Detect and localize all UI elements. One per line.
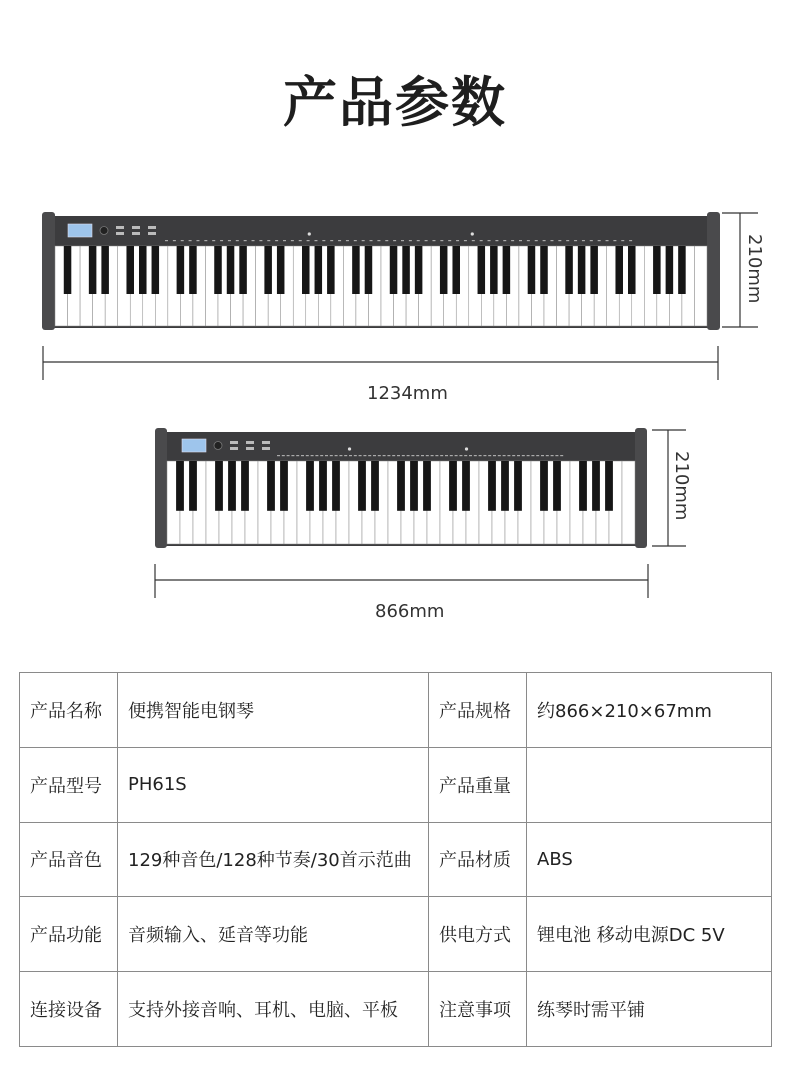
piano-button: [262, 441, 270, 444]
spec-row: [20, 673, 772, 748]
piano-panel-label: [479, 455, 482, 456]
piano-indicator: [465, 447, 468, 450]
piano-button: [246, 441, 254, 444]
piano-panel-label: [291, 455, 294, 456]
piano-panel-label: [411, 455, 414, 456]
piano-panel-label: [459, 455, 462, 456]
piano-panel-label: [402, 455, 405, 456]
piano-panel-label: [560, 455, 563, 456]
piano-black-key: [241, 461, 249, 511]
spec-value: [527, 747, 772, 822]
piano-black-key: [358, 461, 366, 511]
piano-panel-label: [455, 455, 458, 456]
spec-key: 供电方式: [429, 897, 527, 972]
piano-black-key: [462, 461, 470, 511]
piano-panel-label: [507, 455, 510, 456]
piano-black-key: [579, 461, 587, 511]
piano-panel-label: [311, 455, 314, 456]
piano-panel-label: [488, 455, 491, 456]
spec-key: 连接设备: [20, 972, 118, 1047]
piano-white-key: [622, 461, 635, 544]
piano-panel-label: [450, 455, 453, 456]
piano-panel-label: [282, 455, 285, 456]
spec-key: 产品规格: [429, 673, 527, 748]
piano-panel-label: [445, 455, 448, 456]
piano-panel-label: [397, 455, 400, 456]
piano-button: [230, 447, 238, 450]
piano-black-key: [514, 461, 522, 511]
piano-black-key: [319, 461, 327, 511]
spec-key: 产品重量: [429, 747, 527, 822]
piano-panel-label: [498, 455, 501, 456]
spec-key: 产品功能: [20, 897, 118, 972]
piano-indicator: [348, 447, 351, 450]
piano-panel-label: [330, 455, 333, 456]
piano-black-key: [267, 461, 275, 511]
piano-button: [262, 447, 270, 450]
piano-panel-label: [344, 455, 347, 456]
piano-panel-label: [440, 455, 443, 456]
piano-screen: [182, 439, 206, 452]
spec-key: 注意事项: [429, 972, 527, 1047]
piano-black-key: [449, 461, 457, 511]
piano-end-cap-right: [635, 428, 647, 548]
piano-panel-label: [517, 455, 520, 456]
piano-knob: [214, 442, 222, 450]
piano-panel-label: [359, 455, 362, 456]
spec-row: [20, 972, 772, 1047]
piano-panel-label: [306, 455, 309, 456]
spec-value: 约866×210×67mm: [527, 673, 772, 748]
piano-black-key: [280, 461, 288, 511]
piano-black-key: [332, 461, 340, 511]
piano-panel-label: [493, 455, 496, 456]
piano-black-key: [189, 461, 197, 511]
piano-panel-label: [421, 455, 424, 456]
spec-value: 129种音色/128种节奏/30首示范曲: [118, 822, 429, 897]
piano-panel-label: [551, 455, 554, 456]
piano-panel-label: [435, 455, 438, 456]
spec-row: [20, 822, 772, 897]
piano-panel-label: [474, 455, 477, 456]
piano-black-key: [371, 461, 379, 511]
piano-panel-label: [287, 455, 290, 456]
piano-panel-label: [378, 455, 381, 456]
piano-end-cap-left: [155, 428, 167, 548]
piano-panel-label: [483, 455, 486, 456]
piano-black-key: [410, 461, 418, 511]
piano-panel-label: [512, 455, 515, 456]
piano-panel-label: [339, 455, 342, 456]
piano-panel-label: [373, 455, 376, 456]
piano-panel-label: [296, 455, 299, 456]
piano-button: [246, 447, 254, 450]
piano-black-key: [488, 461, 496, 511]
piano-black-key: [423, 461, 431, 511]
spec-value: 锂电池 移动电源DC 5V: [527, 897, 772, 972]
piano-panel-label: [392, 455, 395, 456]
compact-height-label: 210mm: [671, 451, 692, 521]
full-width-label: 1234mm: [367, 383, 448, 404]
piano-black-key: [176, 461, 184, 511]
piano-black-key: [215, 461, 223, 511]
spec-row: [20, 897, 772, 972]
piano-panel-label: [431, 455, 434, 456]
spec-key: 产品材质: [429, 822, 527, 897]
piano-panel-label: [301, 455, 304, 456]
spec-value: 音频输入、延音等功能: [118, 897, 429, 972]
piano-black-key: [540, 461, 548, 511]
piano-black-key: [228, 461, 236, 511]
piano-panel-label: [383, 455, 386, 456]
piano-panel-label: [531, 455, 534, 456]
spec-table: [19, 672, 772, 1047]
piano-panel-label: [522, 455, 525, 456]
piano-black-key: [306, 461, 314, 511]
piano-black-key: [605, 461, 613, 511]
piano-panel-label: [387, 455, 390, 456]
spec-key: 产品名称: [20, 673, 118, 748]
piano-panel-label: [464, 455, 467, 456]
piano-panel-label: [407, 455, 410, 456]
page-title: 产品参数: [283, 71, 507, 134]
piano-black-key: [592, 461, 600, 511]
piano-panel-label: [315, 455, 318, 456]
spec-value: 支持外接音响、耳机、电脑、平板: [118, 972, 429, 1047]
piano-black-key: [501, 461, 509, 511]
compact-width-label: 866mm: [375, 601, 445, 622]
piano-panel-label: [469, 455, 472, 456]
piano-panel-label: [277, 455, 280, 456]
spec-key: 产品音色: [20, 822, 118, 897]
spec-value: 练琴时需平铺: [527, 972, 772, 1047]
piano-panel-label: [320, 455, 323, 456]
piano-black-key: [553, 461, 561, 511]
piano-panel-label: [368, 455, 371, 456]
piano-61-key-image: [155, 428, 647, 548]
piano-panel-label: [354, 455, 357, 456]
piano-panel-label: [426, 455, 429, 456]
spec-value: PH61S: [118, 747, 429, 822]
piano-panel-label: [527, 455, 530, 456]
piano-panel-label: [541, 455, 544, 456]
piano-panel-label: [555, 455, 558, 456]
spec-row: [20, 747, 772, 822]
piano-panel-label: [546, 455, 549, 456]
piano-panel-label: [335, 455, 338, 456]
piano-panel-label: [363, 455, 366, 456]
piano-panel-label: [503, 455, 506, 456]
spec-value: ABS: [527, 822, 772, 897]
piano-panel-label: [416, 455, 419, 456]
spec-value: 便携智能电钢琴: [118, 673, 429, 748]
piano-black-key: [397, 461, 405, 511]
piano-button: [230, 441, 238, 444]
spec-key: 产品型号: [20, 747, 118, 822]
full-height-label: 210mm: [744, 234, 765, 304]
piano-panel-label: [349, 455, 352, 456]
piano-panel-label: [536, 455, 539, 456]
piano-panel-label: [325, 455, 328, 456]
